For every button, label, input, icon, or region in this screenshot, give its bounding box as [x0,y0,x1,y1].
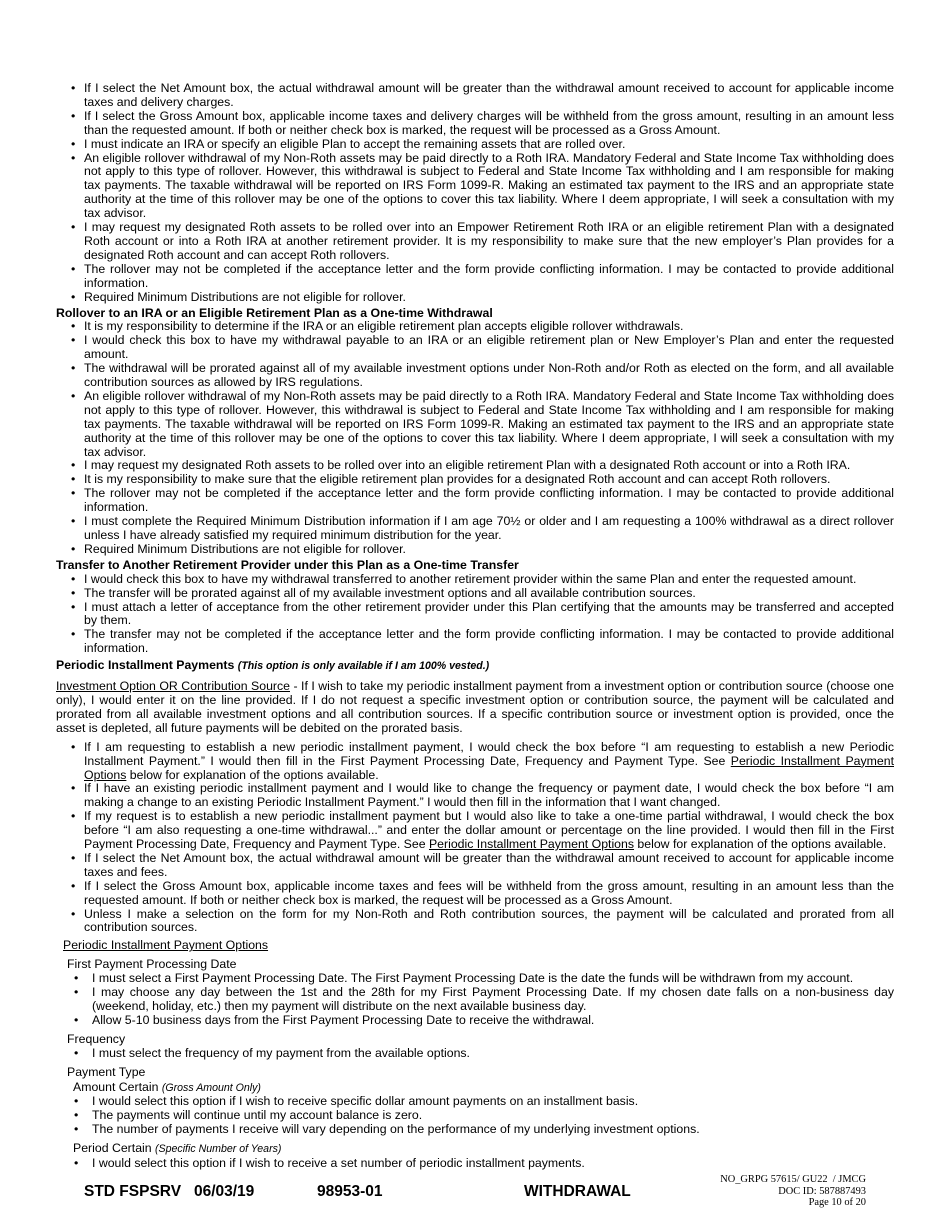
transfer-heading: Transfer to Another Retirement Provider under this Plan as a One-time Transfer [56,557,519,572]
list-item: • I may choose any day between the 1st and the 28th for my First Payment Processing Date. If my chosen date falls on a non-business day (weekend, holiday, etc.) then my payment will distribute on the next available business day. [56,986,894,1014]
list-item: • The number of payments I receive will vary depending on the performance of my underlying investment options. [56,1123,894,1137]
list-item: • I may request my designated Roth assets to be rolled over into an eligible retirement Plan with a designated Roth account or into a Roth IRA. [56,459,894,473]
page-number: Page 10 of 20 [808,1197,866,1209]
list-item-text: below for explanation of the options available. [634,837,887,852]
list-item: • The rollover may not be completed if the acceptance letter and the form provide conflicting information. I may be contacted to provide additional information. [56,487,894,515]
list-item: • An eligible rollover withdrawal of my Non-Roth assets may be paid directly to a Roth IRA. Mandatory Federal and State Income Tax withholding does not apply to this type of rollover. However, this withdrawal is subject to Federal and State Income Tax withholding and I am responsible for making tax payments. The taxable withdrawal will be reported on IRS Form 1099-R. Making an estimated tax payment to the IRS and an appropriate state authority at the time of this rollover may be one of the options to cover this tax liability. Where I deem appropriate, I will seek a consultation with my tax advisor. [56,390,894,460]
list-item: • The rollover may not be completed if the acceptance letter and the form provide conflicting information. I may be contacted to provide additional information. [56,263,894,291]
amount-certain-note: (Gross Amount Only) [161,1081,261,1094]
periodic-heading [56,659,894,674]
list-item: • I would select this option if I wish to receive a set number of periodic installment payments. [56,1157,894,1171]
list-item: • If I have an existing periodic installment payment and I would like to change the frequency or payment date, I would check the box before “I am making a change to an existing Periodic Installment Payment.” I would then fill in the information that I want changed. [56,782,894,810]
list-item: • Unless I make a selection on the form for my Non-Roth and Roth contribution sources, the payment will be calculated and prorated from all contribution sources. [56,908,894,936]
list-item: • If I select the Gross Amount box, applicable income taxes and fees will be withheld from the gross amount, resulting in an amount less than the requested amount. If both or neither check box is marked, the request will be processed as a Gross Amount. [56,880,894,908]
form-code: STD FSPSRV 06/03/19 [84,1183,255,1200]
periodic-heading-note: (This option is only available if I am 100% vested.) [237,660,490,673]
first-date-list [56,972,894,1028]
list-item: • Required Minimum Distributions are not eligible for rollover. [56,543,894,557]
list-item: • I must attach a letter of acceptance from the other retirement provider under this Plan certifying that the amounts may be transferred and accepted by them. [56,601,894,629]
frequency-list [56,1047,894,1061]
options-title [56,939,894,953]
period-certain-note: (Specific Number of Years) [155,1143,282,1156]
investment-option-term: Investment Option OR Contribution Source [56,679,290,694]
form-type: WITHDRAWAL [524,1183,631,1200]
doc-info [720,1174,866,1209]
amount-certain-title: Amount Certain [73,1079,159,1094]
list-item: • If I select the Net Amount box, the actual withdrawal amount will be greater than the withdrawal amount received to account for applicable income taxes and fees. [56,852,894,880]
list-item: • Required Minimum Distributions are not eligible for rollover. [56,291,894,305]
list-item [56,741,894,783]
list-item: • If I select the Net Amount box, the actual withdrawal amount will be greater than the withdrawal amount received to account for applicable income taxes and delivery charges. [56,82,894,110]
rollover-list [56,320,894,556]
period-certain-label [56,1142,894,1157]
form-number: 98953-01 [317,1183,383,1200]
group-line: NO_GRPG 57615/ GU22 / JMCG [720,1174,866,1185]
investment-option-paragraph [56,680,894,736]
rollover-heading: Rollover to an IRA or an Eligible Retirement Plan as a One-time Withdrawal [56,305,493,320]
list-item: • I would check this box to have my withdrawal transferred to another retirement provider within the same Plan and enter the requested amount. [56,573,894,587]
amount-certain-label [56,1081,894,1096]
amount-certain-list [56,1095,894,1137]
periodic-list [56,741,894,936]
options-link[interactable]: Periodic Installment Payment Options [84,753,894,782]
options-link[interactable]: Periodic Installment Payment Options [428,837,635,852]
list-item: • The transfer may not be completed if the acceptance letter and the form provide conflicting information. I may be contacted to provide additional information. [56,628,894,656]
list-item: • The payments will continue until my account balance is zero. [56,1109,894,1123]
net-gross-rollover-list [56,82,894,305]
list-item: • I must indicate an IRA or specify an eligible Plan to accept the remaining assets that are rolled over. [56,138,894,152]
list-item [56,810,894,852]
list-item: • I must select a First Payment Processing Date. The First Payment Processing Date is the date the funds will be withdrawn from my account. [56,972,894,986]
list-item: • It is my responsibility to make sure that the eligible retirement plan provides for a designated Roth account and can accept Roth rollovers. [56,473,894,487]
list-item: • It is my responsibility to determine if the IRA or an eligible retirement plan accepts eligible rollover withdrawals. [56,320,894,334]
list-item: • I must complete the Required Minimum Distribution information if I am age 70½ or older and I am requesting a 100% withdrawal as a direct rollover unless I have already satisfied my required minimum distribution for the year. [56,515,894,543]
investment-option-text: - If I wish to take my periodic installment payment from a investment option or contribution source (choose one only), I would enter it on the line provided. If I do not request a specific investment option or contribution source, the payment will be calculated and prorated from all available investment options and all contribution sources. If a specific contribution source or investment option is provided, once the asset is depleted, all future payments will be debited on the prorated basis. [56,679,894,735]
list-item: • I may request my designated Roth assets to be rolled over into an Empower Retirement Roth IRA or an eligible retirement Plan with a designated Roth account or into a Roth IRA at another retirement provider. It is my responsibility to make sure that the new employer’s Plan provides for a designated Roth account and can accept Roth rollovers. [56,221,894,263]
list-item: • An eligible rollover withdrawal of my Non-Roth assets may be paid directly to a Roth IRA. Mandatory Federal and State Income Tax withholding does not apply to this type of rollover. However, this withdrawal is subject to Federal and State Income Tax withholding and I am responsible for making tax payments. The taxable withdrawal will be reported on IRS Form 1099-R. Making an estimated tax payment to the IRS and an appropriate state authority at the time of this rollover may be one of the options to cover this tax liability. Where I deem appropriate, I will seek a consultation with my tax advisor. [56,152,894,222]
first-date-label: First Payment Processing Date [67,957,237,972]
document-body [56,82,894,1171]
list-item-text: If my request is to establish a new periodic installment payment but I would also like to take a one-time partial withdrawal, I would check the box before “I am also requesting a one-time withdrawal...” and enter the dollar amount or percentage on the line provided. I would then fill in the First Payment Processing Date, Frequency and Payment Type. See [84,809,894,852]
list-item: • The transfer will be prorated against all of my available investment options and all available contribution sources. [56,587,894,601]
payment-type-label: Payment Type [67,1064,146,1079]
periodic-heading-title: Periodic Installment Payments [56,658,235,673]
list-item: • I must select the frequency of my payment from the available options. [56,1047,894,1061]
list-item: • I would select this option if I wish to receive specific dollar amount payments on an installment basis. [56,1095,894,1109]
page-footer [0,1174,950,1223]
list-item-text: If I am requesting to establish a new periodic installment payment, I would check the box before “I am requesting to establish a new Periodic Installment Payment.” I would then fill in the First Payment Processing Date, Frequency and Payment Type. See [84,739,894,768]
doc-id: DOC ID: 587887493 [778,1185,866,1197]
options-title-text: Periodic Installment Payment Options [63,938,269,953]
frequency-label: Frequency [67,1031,126,1046]
period-certain-list [56,1157,894,1171]
transfer-list [56,573,894,656]
list-item-text: below for explanation of the options available. [126,767,379,782]
list-item: • If I select the Gross Amount box, applicable income taxes and delivery charges will be withheld from the gross amount, resulting in an amount less than the requested amount. If both or neither check box is marked, the request will be processed as a Gross Amount. [56,110,894,138]
list-item: • The withdrawal will be prorated against all of my available investment options under Non-Roth and/or Roth as elected on the form, and all available contribution sources as allowed by IRS regulations. [56,362,894,390]
list-item: • I would check this box to have my withdrawal payable to an IRA or an eligible retirement plan or New Employer’s Plan and enter the requested amount. [56,334,894,362]
list-item: • Allow 5-10 business days from the First Payment Processing Date to receive the withdrawal. [56,1014,894,1028]
period-certain-title: Period Certain [73,1141,152,1156]
